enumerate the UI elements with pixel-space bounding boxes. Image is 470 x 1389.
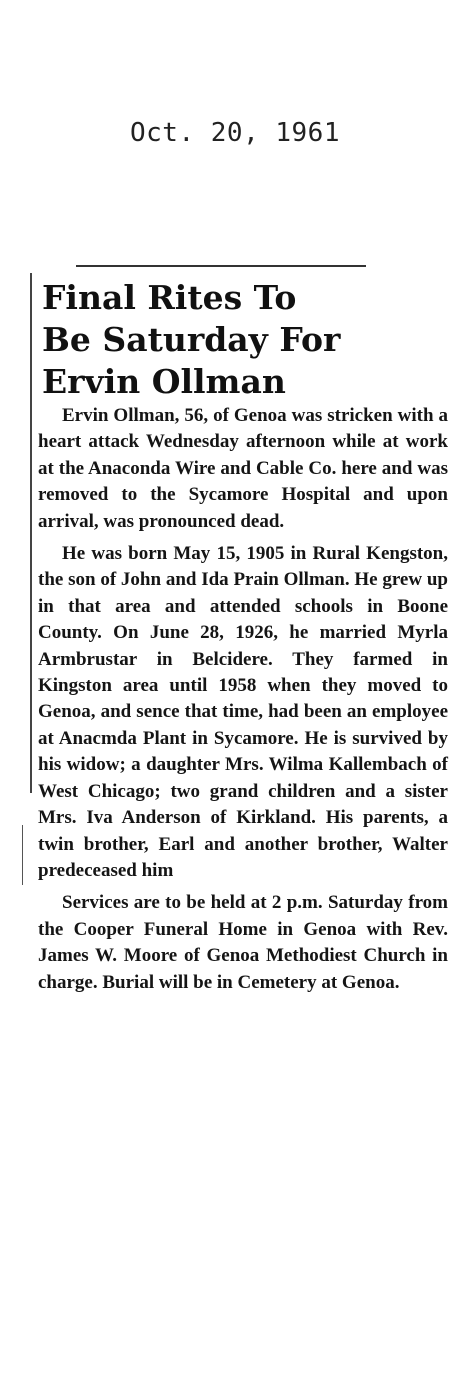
top-rule-divider bbox=[76, 265, 366, 267]
headline-line-1: Final Rites To bbox=[42, 278, 297, 317]
newspaper-clipping bbox=[20, 265, 465, 1305]
column-edge-mark bbox=[22, 825, 23, 885]
article-headline bbox=[42, 277, 442, 403]
headline-line-3: Ervin Ollman bbox=[42, 362, 286, 401]
article-body bbox=[38, 403, 448, 1002]
headline-line-2: Be Saturday For bbox=[42, 320, 341, 359]
article-paragraph-1: Ervin Ollman, 56, of Genoa was stricken with a heart attack Wednesday afternoon while at work at the Anaconda Wire and Cable Co. here and was removed to the Sycamore Hospital and upon arrival, was pronounced dead. bbox=[38, 405, 448, 532]
handwritten-date-note: Oct. 20, 1961 bbox=[130, 118, 340, 148]
column-edge-line bbox=[30, 273, 32, 793]
article-paragraph-2: He was born May 15, 1905 in Rural Kengston, the son of John and Ida Prain Ollman. He grew up in that area and attended schools in Boone County. On June 28, 1926, he married Myrla Armbrustar in Belcidere. They farmed in Kingston area until 1958 when they moved to Genoa, and sence that time, had been an employee at Anacmda Plant in Sycamore. He is survived by his widow; a daughter Mrs. Wilma Kallembach of West Chicago; two grand children and a sister Mrs. Iva Anderson of Kirkland. His parents, a twin brother, Earl and another brother, Walter predeceased him bbox=[38, 543, 448, 881]
article-paragraph-3: Services are to be held at 2 p.m. Saturday from the Cooper Funeral Home in Genoa with Rev. James W. Moore of Genoa Methodiest Church in charge. Burial will be in Cemetery at Genoa. bbox=[38, 892, 448, 993]
